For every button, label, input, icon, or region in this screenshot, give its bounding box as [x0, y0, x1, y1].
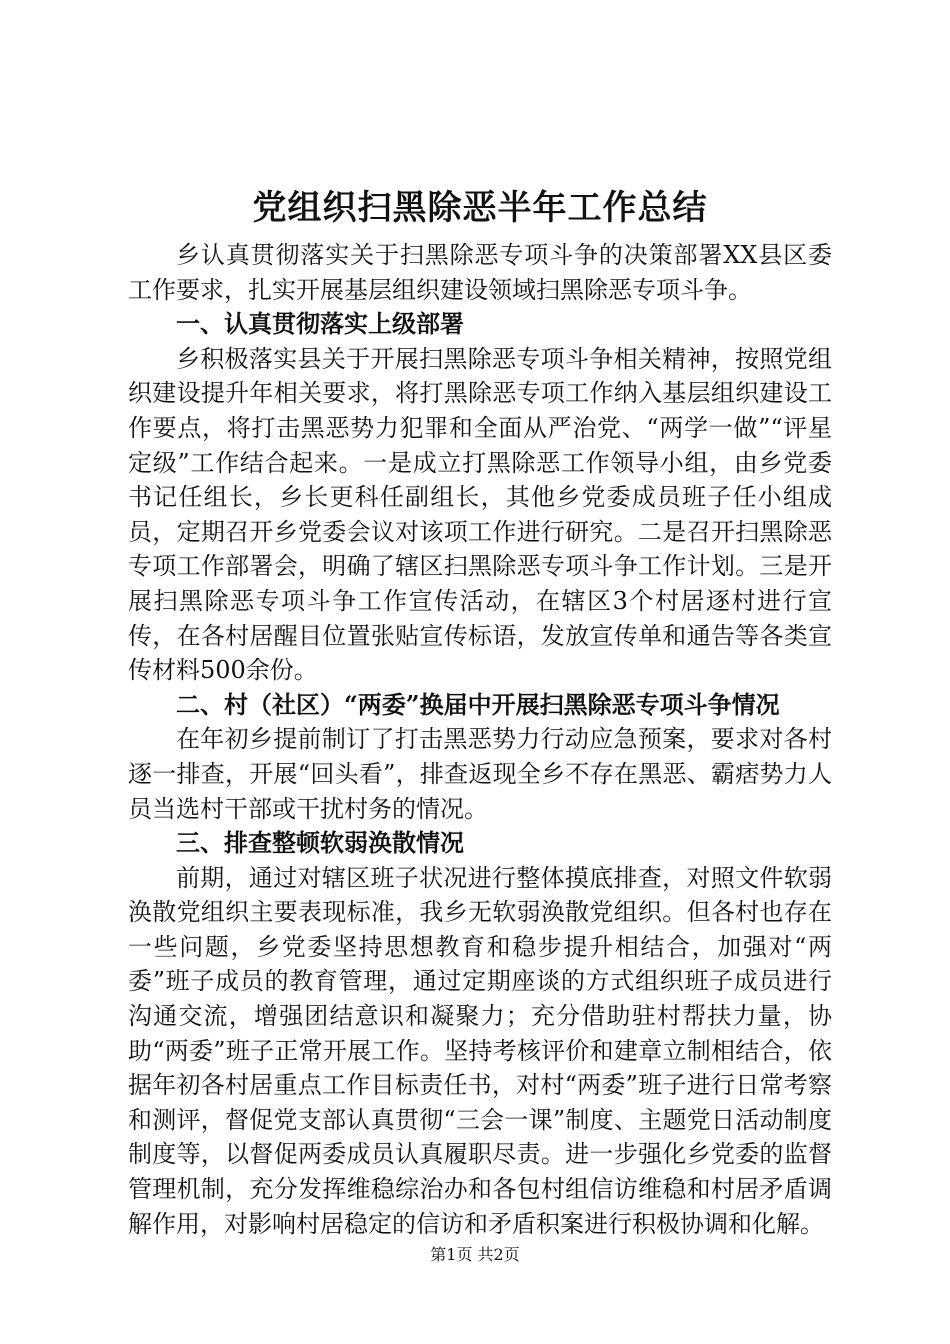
- section-1-heading: 一、认真贯彻落实上级部署: [176, 309, 464, 339]
- section-3-heading: 三、排查整顿软弱涣散情况: [176, 828, 464, 858]
- intro-paragraph: 乡认真贯彻落实关于扫黑除恶专项斗争的决策部署XX县区委工作要求，扎实开展基层组织建设领域扫黑除恶专项斗争。: [128, 241, 832, 304]
- page-number-footer: 第1页 共2页: [430, 1245, 520, 1264]
- section-1-body: 乡积极落实县关于开展扫黑除恶专项斗争相关精神，按照党组织建设提升年相关要求，将打黑除恶专项工作纳入基层组织建设工作要点，将打击黑恶势力犯罪和全面从严治党、“两学一做”“评星定级”工作结合起来。一是成立打黑除恶工作领导小组，由乡党委书记任组长，乡长更科任副组长，其他乡党委成员班子任小组成员，定期召开乡党委会议对该项工作进行研究。二是召开扫黑除恶专项工作部署会，明确了辖区扫黑除恶专项斗争工作计划。三是开展扫黑除恶专项斗争工作宣传活动，在辖区3个村居逐村进行宣传，在各村居醒目位置张贴宣传标语，发放宣传单和通告等各类宣传材料500余份。: [128, 344, 832, 685]
- section-2-heading: 二、村（社区）“两委”换届中开展扫黑除恶专项斗争情况: [176, 689, 780, 719]
- document-page: [128, 180, 832, 1241]
- section-2-body: 在年初乡提前制订了打击黑恶势力行动应急预案，要求对各村逐一排查，开展“回头看”，排查返现全乡不存在黑恶、霸痞势力人员当选村干部或干扰村务的情况。: [128, 725, 832, 823]
- section-3-body: 前期，通过对辖区班子状况进行整体摸底排查，对照文件软弱涣散党组织主要表现标准，我乡无软弱涣散党组织。但各村也存在一些问题，乡党委坚持思想教育和稳步提升相结合，加强对“两委”班子成员的教育管理，通过定期座谈的方式组织班子成员进行沟通交流，增强团结意识和凝聚力；充分借助驻村帮扶力量，协助“两委”班子正常开展工作。坚持考核评价和建章立制相结合，依据年初各村居重点工作目标责任书，对村“两委”班子进行日常考察和测评，督促党支部认真贯彻“三会一课”制度、主题党日活动制度制度等，以督促两委成员认真履职尽责。进一步强化乡党委的监督管理机制，充分发挥维稳综治办和各包村组信访维稳和村居矛盾调解作用，对影响村居稳定的信访和矛盾积案进行积极协调和化解。: [128, 863, 832, 1238]
- document-title: 党组织扫黑除恶半年工作总结: [252, 188, 708, 228]
